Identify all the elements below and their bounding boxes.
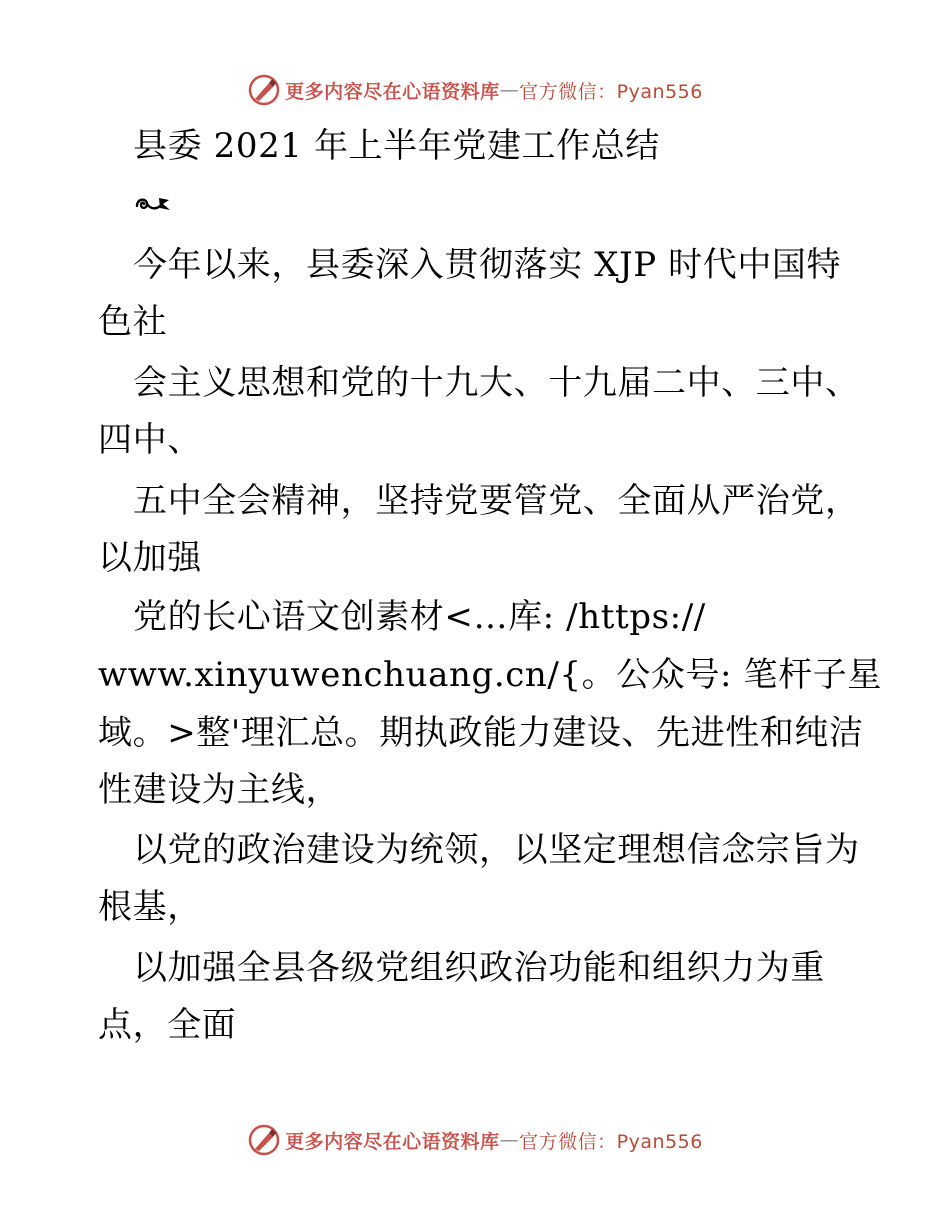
body-line: 四中、 bbox=[98, 420, 202, 460]
body-line: 以加强 bbox=[98, 538, 202, 578]
watermark-wechat-text: 官方微信：Pyan556 bbox=[519, 80, 703, 103]
pen-logo-icon bbox=[247, 1123, 281, 1157]
body-line: 点，全面 bbox=[98, 1005, 237, 1045]
body-line: 以加强全县各级党组织政治功能和组织力为重 bbox=[133, 948, 825, 988]
pen-logo-icon bbox=[247, 73, 281, 107]
watermark-site-text: 更多内容尽在心语资料库 bbox=[285, 80, 500, 103]
body-line: 域。>整'理汇总。期执政能力建设、先进性和纯洁 bbox=[98, 713, 864, 753]
header-watermark bbox=[0, 70, 950, 110]
body-line: 性建设为主线， bbox=[98, 770, 341, 810]
body-line: www.xinyuwenchuang.cn/{。公众号: 笔杆子星 bbox=[98, 655, 882, 695]
watermark-dash: — bbox=[499, 79, 520, 101]
body-line: 根基， bbox=[98, 887, 202, 927]
body-line: 以党的政治建设为统领，以坚定理想信念宗旨为 bbox=[133, 830, 860, 870]
body-line: 五中全会精神，坚持党要管党、全面从严治党， bbox=[133, 481, 860, 521]
body-line: 今年以来，县委深入贯彻落实 XJP 时代中国特 bbox=[133, 245, 842, 285]
body-line: 党的长心语文创素材<…库: /https:// bbox=[133, 597, 706, 637]
document-title: 县委 2021 年上半年党建工作总结 bbox=[133, 126, 660, 166]
body-line: 色社 bbox=[98, 302, 168, 342]
watermark-dash: — bbox=[499, 1129, 520, 1151]
swirl-ornament-icon bbox=[133, 190, 173, 218]
watermark-wechat-text: 官方微信：Pyan556 bbox=[519, 1130, 703, 1153]
watermark-site-text: 更多内容尽在心语资料库 bbox=[285, 1130, 500, 1153]
footer-watermark bbox=[0, 1120, 950, 1160]
body-line: 会主义思想和党的十九大、十九届二中、三中、 bbox=[133, 363, 860, 403]
